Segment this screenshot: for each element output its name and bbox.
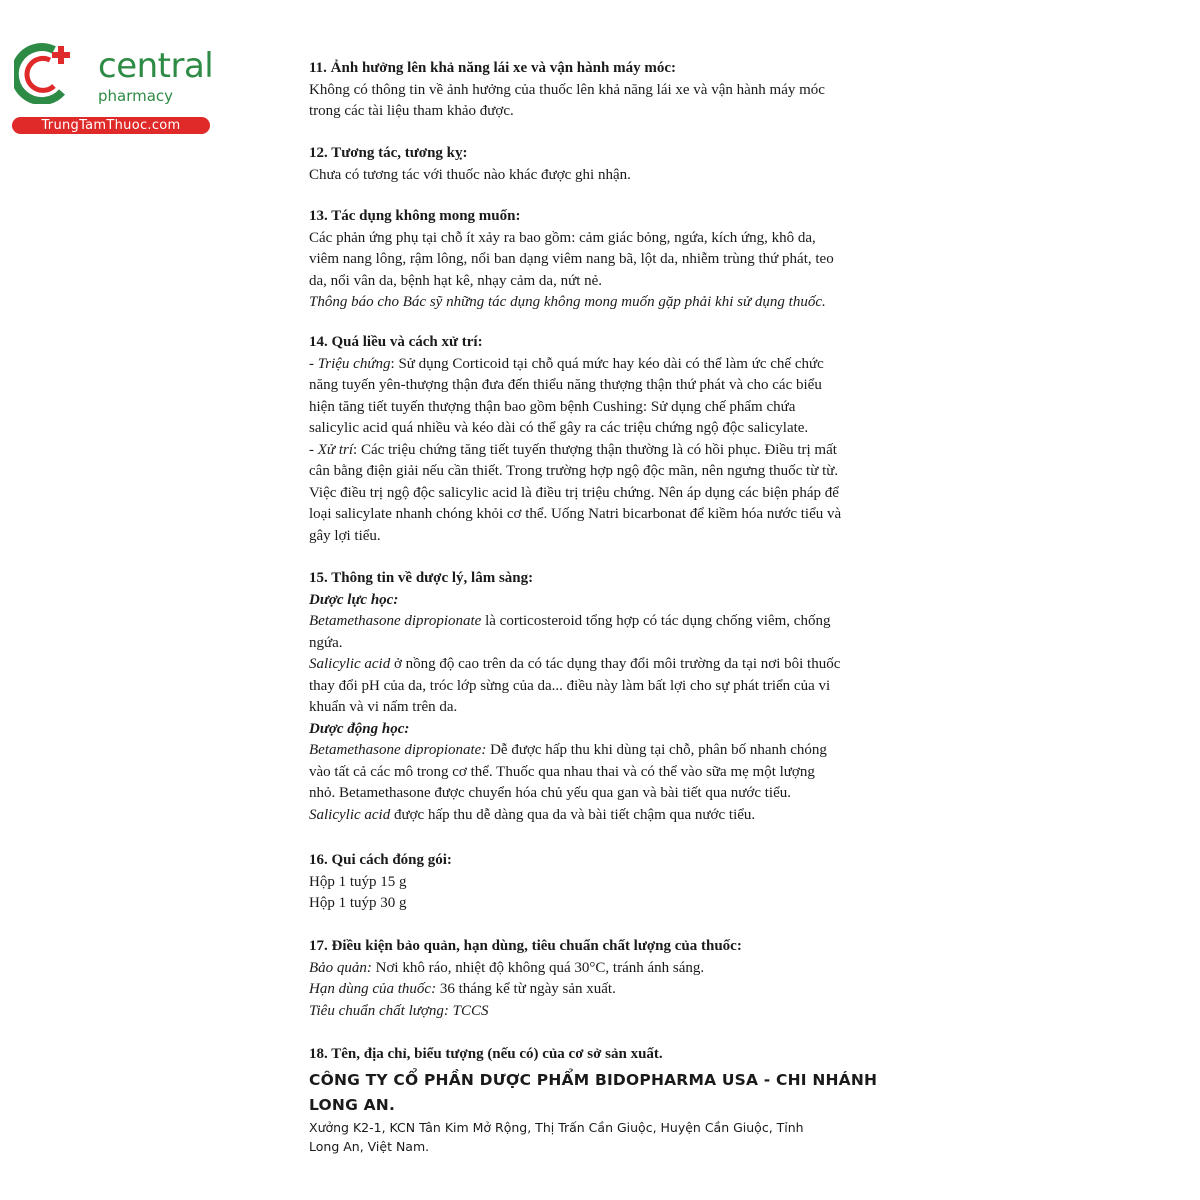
- section: [309, 568, 929, 826]
- text: Việc điều trị ngộ độc salicylic acid là điều trị triệu chứng. Nên áp dụng các biện pháp để: [309, 484, 839, 501]
- text-line: [309, 1001, 929, 1023]
- section-heading: 11. Ảnh hưởng lên khả năng lái xe và vận hành máy móc:: [309, 60, 676, 76]
- text-line: [309, 805, 929, 827]
- text-line: [309, 783, 929, 805]
- italic-text: Betamethasone dipropionate: [309, 613, 482, 629]
- text-line: [309, 440, 929, 462]
- text: : Sử dụng Corticoid tại chỗ quá mức hay kéo dài có thể làm ức chế chức: [390, 355, 824, 372]
- text-line: [309, 483, 929, 505]
- italic-text: Betamethasone dipropionate:: [309, 742, 487, 758]
- pharmacy-cross-logo-icon: [14, 42, 76, 104]
- text-line: [309, 80, 929, 102]
- section-heading: 12. Tương tác, tương kỵ:: [309, 145, 468, 161]
- text-line: [309, 676, 929, 698]
- text: ngứa.: [309, 634, 343, 651]
- text: Không có thông tin về ảnh hưởng của thuốc lên khả năng lái xe và vận hành máy móc: [309, 81, 825, 98]
- text: 36 tháng kể từ ngày sản xuất.: [436, 981, 616, 997]
- italic-text: Bảo quản:: [309, 959, 372, 976]
- text: ở nồng độ cao trên da có tác dụng thay đổi môi trường da tại nơi bôi thuốc: [390, 656, 841, 672]
- text: Nơi khô ráo, nhiệt độ không quá 30°C, tránh ánh sáng.: [371, 959, 705, 976]
- text-line: [309, 292, 929, 314]
- text-line: [309, 633, 929, 655]
- section: [309, 936, 929, 1022]
- text-line: [309, 872, 929, 894]
- section-heading: 16. Qui cách đóng gói:: [309, 852, 452, 868]
- text-line: [309, 397, 929, 419]
- manufacturer-block: [309, 1068, 929, 1156]
- section-heading: 18. Tên, địa chỉ, biểu tượng (nếu có) của cơ sở sản xuất.: [309, 1046, 663, 1062]
- section-heading: 15. Thông tin về dược lý, lâm sàng:: [309, 570, 534, 586]
- logo-brand: central: [98, 46, 214, 86]
- text-line: [309, 249, 929, 271]
- text: trong các tài liệu tham khảo được.: [309, 103, 514, 119]
- text: -: [309, 355, 318, 372]
- text: khuẩn và vi nấm trên da.: [309, 699, 458, 715]
- section: [309, 143, 929, 186]
- logo-sub: pharmacy: [98, 87, 174, 105]
- text: thay đổi pH của da, tróc lớp sừng của da... điều này làm bất lợi cho sự phát triển của vi: [309, 677, 831, 694]
- text-line: [309, 762, 929, 784]
- section: [309, 1044, 929, 1066]
- italic-text: Tiêu chuẩn chất lượng: TCCS: [309, 1002, 489, 1019]
- section-heading: 13. Tác dụng không mong muốn:: [309, 208, 521, 224]
- text: viêm nang lông, rậm lông, nổi ban dạng viêm nang bã, lột da, nhiễm trùng thứ phát, teo: [309, 251, 834, 267]
- italic-text: Xử trí: [317, 441, 354, 458]
- text-line: [309, 740, 929, 762]
- text: Hộp 1 tuýp 15 g: [309, 873, 407, 890]
- text: : Các triệu chứng tăng tiết tuyến thượng thận thường là có hồi phục. Điều trị mất: [353, 441, 837, 458]
- text-line: [309, 526, 929, 548]
- text: hiện tăng tiết tuyến thượng thận bao gồm bệnh Cushing: Sử dụng chế phẩm chứa: [309, 398, 796, 415]
- text-line: [309, 461, 929, 483]
- text-line: [309, 958, 929, 980]
- text: -: [309, 441, 318, 458]
- text: salicylic acid quá nhiều và kéo dài có thể gây ra các triệu chứng ngộ độc salicylate.: [309, 420, 809, 436]
- text: gây lợi tiểu.: [309, 527, 381, 544]
- italic-text: Dược lực học:: [309, 591, 399, 608]
- manufacturer-name-line: CÔNG TY CỔ PHẦN DƯỢC PHẨM BIDOPHARMA USA - CHI NHÁNH: [309, 1071, 878, 1089]
- text-line: [309, 504, 929, 526]
- text-line: [309, 654, 929, 676]
- text-line: [309, 719, 929, 741]
- manufacturer-address-line: Long An, Việt Nam.: [309, 1139, 430, 1154]
- text-line: [309, 697, 929, 719]
- text-line: [309, 228, 929, 250]
- italic-text: Hạn dùng của thuốc:: [309, 981, 437, 997]
- italic-text: Dược động học:: [309, 720, 410, 737]
- section: [309, 850, 929, 915]
- section-heading: 17. Điều kiện bảo quản, hạn dùng, tiêu chuẩn chất lượng của thuốc:: [309, 938, 742, 954]
- section: [309, 332, 929, 547]
- logo-site: TrungTamThuoc.com: [12, 117, 210, 134]
- text-line: [309, 165, 929, 187]
- text: Chưa có tương tác với thuốc nào khác được ghi nhận.: [309, 166, 631, 183]
- text: được hấp thu dễ dàng qua da và bài tiết chậm qua nước tiểu.: [390, 806, 756, 823]
- text: vào tất cả các mô trong cơ thể. Thuốc qua nhau thai và có thể vào sữa mẹ một lượng: [309, 763, 815, 780]
- text-line: [309, 590, 929, 612]
- text: loại salicylate nhanh chóng khỏi cơ thể. Uống Natri bicarbonat để kiềm hóa nước tiểu và: [309, 506, 842, 522]
- text-line: [309, 611, 929, 633]
- italic-text: Salicylic acid: [309, 806, 391, 823]
- section: [309, 206, 929, 314]
- text: là corticosteroid tổng hợp có tác dụng chống viêm, chống: [481, 613, 831, 629]
- manufacturer-name-line: LONG AN.: [309, 1096, 396, 1114]
- text: cân bằng điện giải nếu cần thiết. Trong trường hợp ngộ độc mãn, nên ngưng thuốc từ từ.: [309, 463, 839, 479]
- manufacturer-address-line: Xưởng K2-1, KCN Tân Kim Mở Rộng, Thị Trấn Cần Giuộc, Huyện Cần Giuộc, Tỉnh: [309, 1120, 804, 1135]
- section-heading: 14. Quá liều và cách xử trí:: [309, 334, 483, 350]
- section: [309, 58, 929, 123]
- text-line: [309, 354, 929, 376]
- text-line: [309, 893, 929, 915]
- central-pharmacy-logo: [10, 38, 212, 138]
- text: nhỏ. Betamethasone được chuyển hóa chủ yếu qua gan và bài tiết qua nước tiểu.: [309, 785, 791, 801]
- italic-text: Salicylic acid: [309, 656, 391, 672]
- text: Các phản ứng phụ tại chỗ ít xảy ra bao gồm: cảm giác bỏng, ngứa, kích ứng, khô da,: [309, 229, 816, 246]
- italic-text: Triệu chứng: [317, 355, 391, 372]
- text: Hộp 1 tuýp 30 g: [309, 895, 407, 911]
- text-line: [309, 979, 929, 1001]
- text-line: [309, 271, 929, 293]
- text-line: [309, 418, 929, 440]
- text-line: [309, 101, 929, 123]
- text: năng tuyến yên-thượng thận đưa đến thiểu năng thượng thận thứ phát và cho các biểu: [309, 377, 822, 393]
- text-line: [309, 375, 929, 397]
- italic-text: Thông báo cho Bác sỹ những tác dụng không mong muốn gặp phải khi sử dụng thuốc.: [309, 294, 826, 310]
- text: Dễ được hấp thu khi dùng tại chỗ, phân bố nhanh chóng: [486, 742, 827, 758]
- text: da, nổi vân da, bệnh hạt kê, nhạy cảm da, nứt nẻ.: [309, 272, 603, 289]
